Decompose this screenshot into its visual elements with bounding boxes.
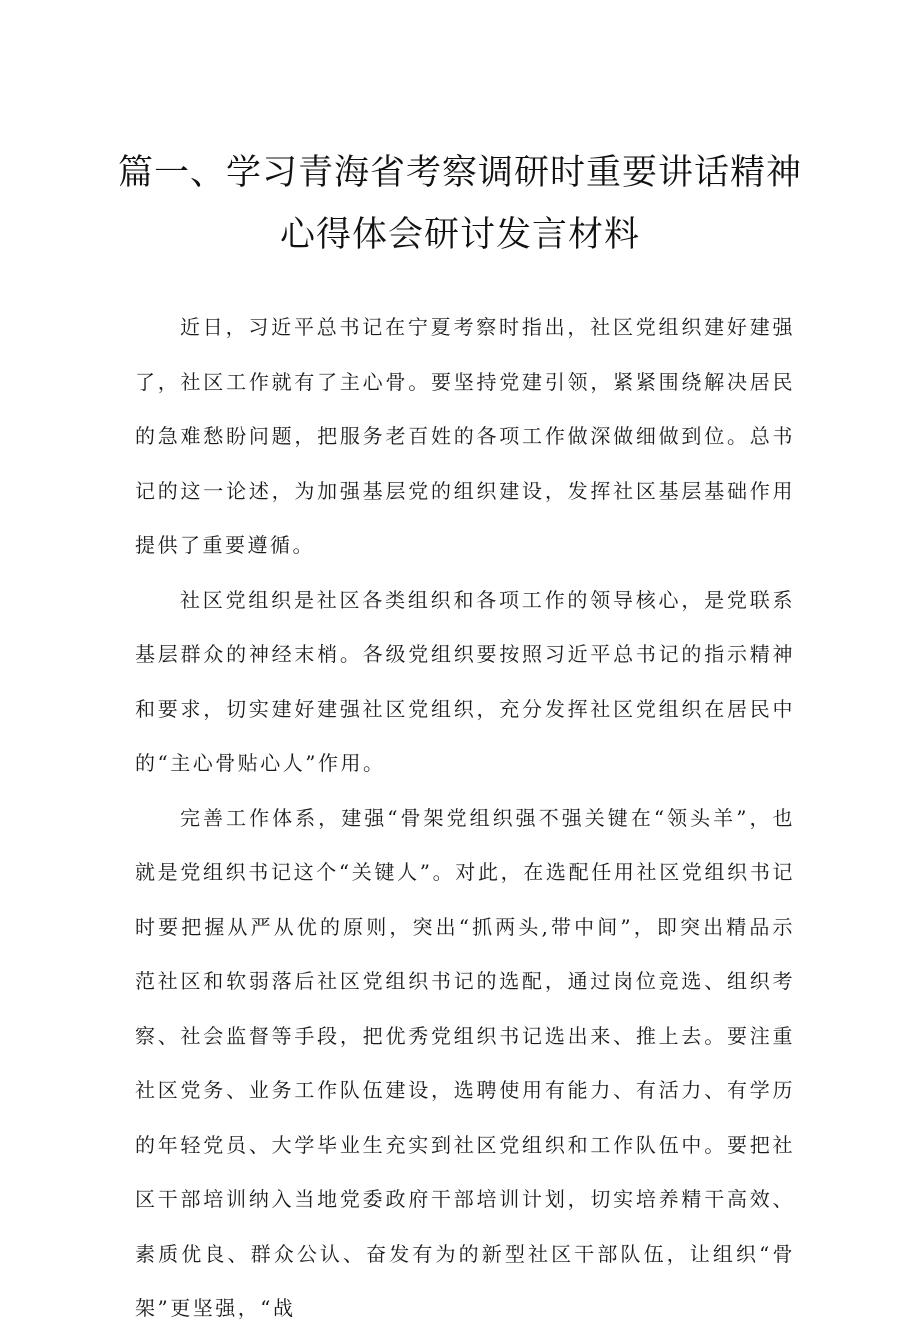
document-title-line-2: 心得体会研讨发言材料	[279, 215, 640, 255]
paragraph-2: 社区党组织是社区各类组织和各项工作的领导核心，是党联系基层群众的神经末梢。各级党组织要按照习近平总书记的指示精神和要求，切实建好建强社区党组织，充分发挥社区党组织在居民中的“主心骨贴心人”作用。	[135, 587, 795, 775]
document-body	[135, 300, 795, 1336]
paragraph-1: 近日，习近平总书记在宁夏考察时指出，社区党组织建好建强了，社区工作就有了主心骨。要坚持党建引领，紧紧围绕解决居民的急难愁盼问题，把服务老百姓的各项工作做深做细做到位。总书记的这一论述，为加强基层党的组织建设，发挥社区基层基础作用提供了重要遵循。	[135, 315, 795, 557]
paragraph-3: 完善工作体系，建强“骨架党组织强不强关键在“领头羊”，也就是党组织书记这个“关键人”。对此，在选配任用社区党组织书记时要把握从严从优的原则，突出“抓两头,带中间”，即突出精品示范社区和软弱落后社区党组织书记的选配，通过岗位竞选、组织考察、社会监督等手段，把优秀党组织书记选出来、推上去。要注重社区党务、业务工作队伍建设，选聘使用有能力、有活力、有学历的年轻党员、大学毕业生充实到社区党组织和工作队伍中。要把社区干部培训纳入当地党委政府干部培训计划，切实培养精干高效、素质优良、群众公认、奋发有为的新型社区干部队伍，让组织“骨架”更坚强，“战	[135, 805, 795, 1320]
document-title-line-1: 篇一、学习青海省考察调研时重要讲话精神	[117, 153, 802, 193]
